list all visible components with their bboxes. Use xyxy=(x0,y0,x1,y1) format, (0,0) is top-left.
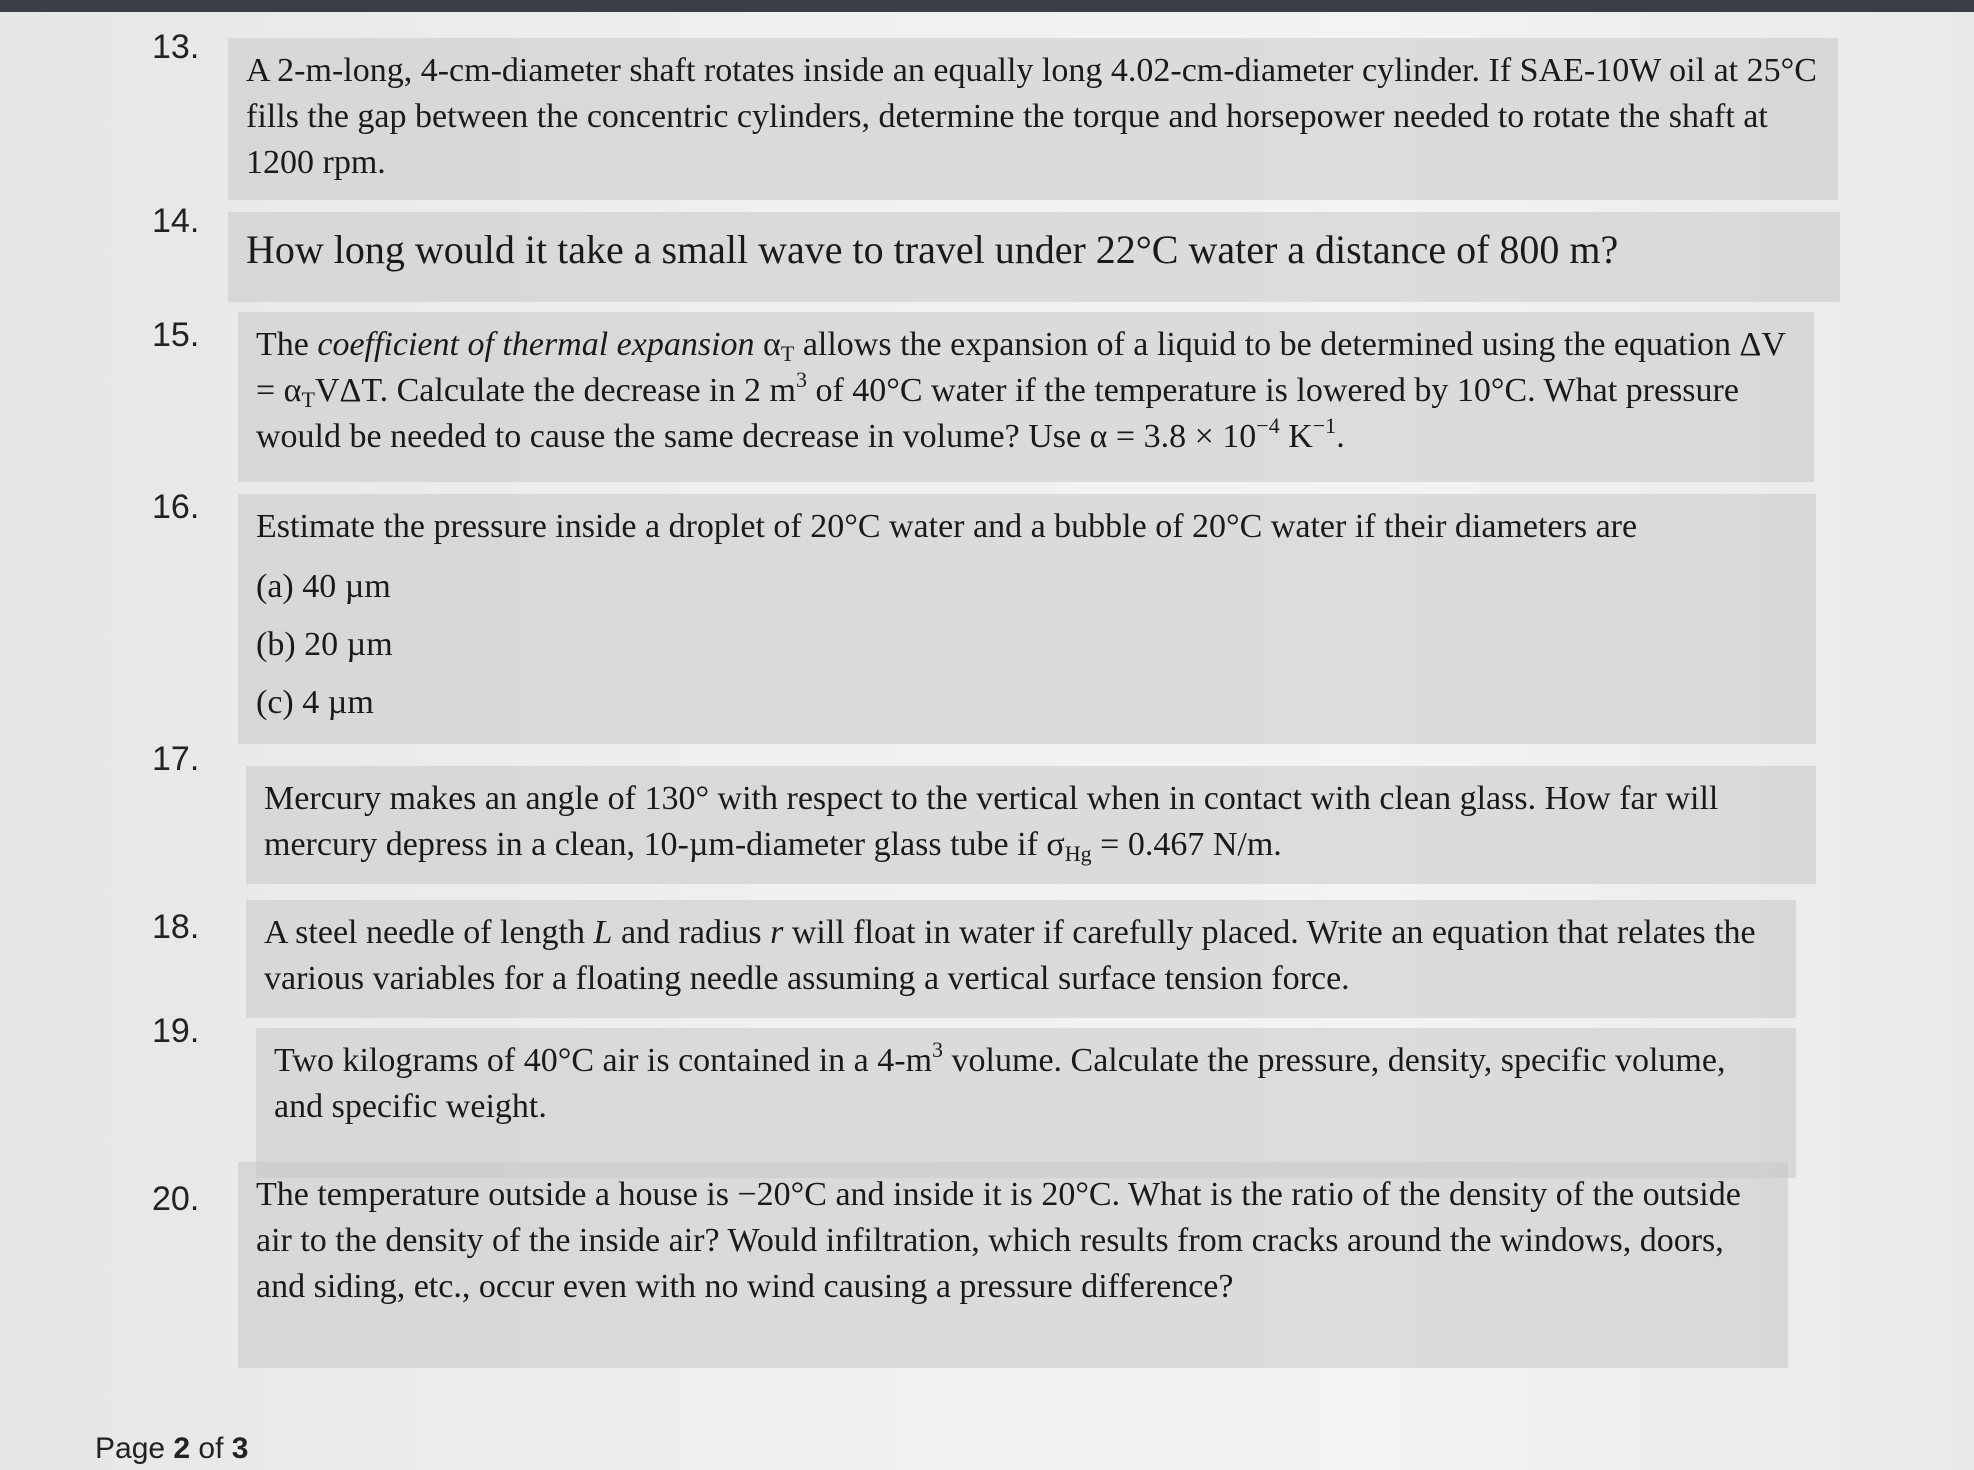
problem-18-number: 18. xyxy=(152,908,200,946)
option-c: (c) 4 µm xyxy=(256,684,374,721)
problem-16-text: Estimate the pressure inside a droplet of 20°C water and a bubble of 20°C water if their diameters are xyxy=(256,508,1638,545)
option-b: (b) 20 µm xyxy=(256,626,393,663)
problem-14-number: 14. xyxy=(152,202,200,240)
problem-20-text: The temperature outside a house is −20°C and inside it is 20°C. What is the ratio of the density of the outside air to the density of the inside air? Would infiltration, which results from cracks around the windows, doors, and siding, etc., occur even with no wind causing a pressure difference? xyxy=(256,1176,1741,1305)
current-page: 2 xyxy=(173,1432,191,1465)
problem-19-number: 19. xyxy=(152,1012,200,1050)
problem-17-text: Mercury makes an angle of 130° with respect to the vertical when in contact with clean glass. How far will mercury depress in a clean, 10-µm-diameter glass tube if $\sigma_{Hg} = 0.467$ N/m. xyxy=(264,780,1719,866)
problem-16-number: 16. xyxy=(152,488,200,526)
problem-19 xyxy=(256,1028,1796,1178)
problem-13-number: 13. xyxy=(152,28,200,66)
top-bar xyxy=(0,0,1974,12)
problem-20 xyxy=(238,1162,1788,1368)
problem-13-text: A 2-m-long, 4-cm-diameter shaft rotates inside an equally long 4.02-cm-diameter cylinder. If SAE-10W oil at 25°C fills the gap between the concentric cylinders, determine the torque and horsepower needed to rotate the shaft at 1200 rpm. xyxy=(246,52,1817,181)
problem-18-text: A steel needle of length L and radius r will float in water if carefully placed. Write an equation that relates the various variables for a floating needle assuming a vertical surface tension force. xyxy=(264,914,1756,997)
problem-14 xyxy=(228,212,1840,302)
problem-15 xyxy=(238,312,1814,482)
problem-16 xyxy=(238,494,1816,744)
total-pages: 3 xyxy=(231,1432,249,1465)
problem-17-number: 17. xyxy=(152,740,200,778)
problem-14-text: How long would it take a small wave to travel under 22°C water a distance of 800 m? xyxy=(246,227,1619,272)
problem-20-number: 20. xyxy=(152,1180,200,1218)
option-a: (a) 40 µm xyxy=(256,568,391,605)
problem-15-number: 15. xyxy=(152,316,200,354)
problem-17 xyxy=(246,766,1816,884)
problem-18 xyxy=(246,900,1796,1018)
problem-15-text: The coefficient of thermal expansion $\alpha_T$ allows the expansion of a liquid to be determined using the equation $\Delta V = \alpha_TV\Delta T$. Calculate the decrease in 2 $m^3$ of 40°C water if the temperature is lowered by 10°C. What pressure would be needed to cause the same decrease in volume? Use $\alpha = 3.8 \times 10^{-4}$ $K^{-1}$. xyxy=(256,326,1786,455)
page-indicator: Page 2 of 3 xyxy=(95,1432,249,1465)
problem-19-text: Two kilograms of 40°C air is contained in a $4-m^3$ volume. Calculate the pressure, density, specific volume, and specific weight. xyxy=(274,1037,1726,1125)
problem-13 xyxy=(228,38,1838,200)
problem-16-options xyxy=(256,558,1800,732)
